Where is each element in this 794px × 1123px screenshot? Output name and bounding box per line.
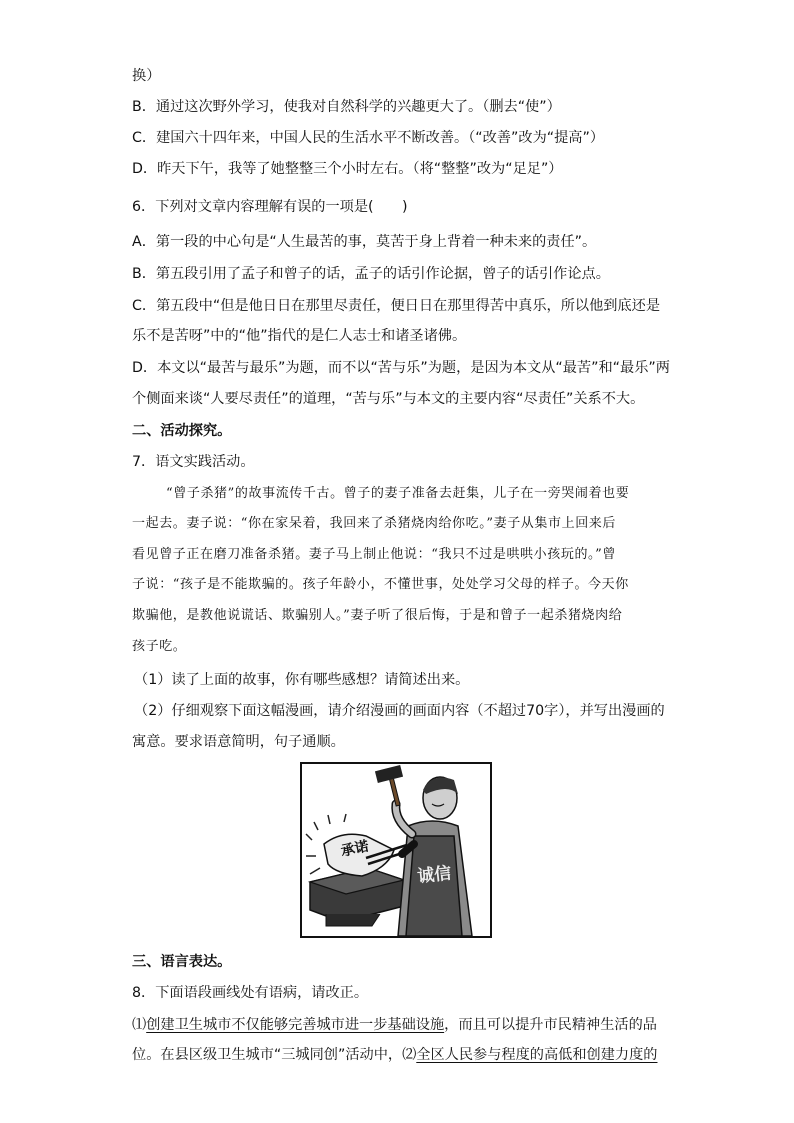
error-marker-1: ⑴ (132, 1017, 147, 1033)
comic-drawing (302, 764, 490, 936)
question-6: 6．下列对文章内容理解有误的一项是( ) (132, 199, 408, 215)
promise-plate (324, 834, 394, 876)
comic-illustration (300, 762, 492, 938)
story-line: 看见曾子正在磨刀准备杀猪。妻子马上制止他说：“我只不过是哄哄小孩玩的。”曾 (132, 547, 616, 562)
underlined-text: 全区人民参与程度的高低和创建力度的 (416, 1047, 658, 1063)
story-line: 孩子吃。 (132, 639, 187, 654)
text-line: 换） (132, 68, 161, 84)
option-d: D．昨天下午，我等了她整整三个小时左右。（将“整整”改为“足足”） (132, 161, 563, 177)
story-line: “曾子杀猪”的故事流传千古。曾子的妻子准备去赶集，儿子在一旁哭闹着也要 (166, 486, 630, 501)
hammer-head (375, 765, 403, 783)
option-b: B．通过这次野外学习，使我对自然科学的兴趣更大了。（删去“使”） (132, 99, 561, 115)
error-marker-2: ⑵ (402, 1047, 417, 1063)
plain-text: 位。在县区级卫生城市“三城同创”活动中， (132, 1047, 403, 1063)
option-c: C．第五段中“但是他日日在那里尽责任，便日日在那里得苦中真乐，所以他到底还是 (132, 298, 661, 314)
underlined-text: 创建卫生城市不仅能够完善城市进一步基础设施 (146, 1017, 445, 1033)
anvil (310, 868, 404, 926)
anvil-label: 承诺 (339, 838, 371, 860)
section-heading: 三、语言表达。 (132, 954, 232, 970)
subquestion-2: （2）仔细观察下面这幅漫画，请介绍漫画的画面内容（不超过70字），并写出漫画的 (134, 703, 665, 719)
paragraph-line (132, 1045, 657, 1065)
story-line: 欺骗他，是教他说谎话、欺骗别人。”妻子听了很后悔，于是和曾子一起杀猪烧肉给 (132, 608, 623, 623)
subquestion-2-cont: 寓意。要求语意简明，句子通顺。 (132, 734, 345, 750)
option-d-cont: 个侧面来谈“人要尽责任”的道理，“苦与乐”与本文的主要内容“尽责任”关系不大。 (132, 391, 645, 407)
subquestion-1: （1）读了上面的故事，你有哪些感想？请简述出来。 (134, 672, 470, 688)
option-c: C．建国六十四年来，中国人民的生活水平不断改善。（“改善”改为“提高”） (132, 130, 605, 146)
apron-label: 诚信 (416, 863, 453, 887)
option-b: B．第五段引用了孟子和曾子的话，孟子的话引作论据，曾子的话引作论点。 (132, 266, 610, 282)
apron (406, 836, 462, 936)
question-8: 8．下面语段画线处有语病，请改正。 (132, 985, 369, 1001)
story-line: 子说：“孩子是不能欺骗的。孩子年龄小，不懂世事，处处学习父母的样子。今天你 (132, 577, 629, 592)
plain-text: ，而且可以提升市民精神生活的品 (444, 1017, 657, 1033)
story-line: 一起去。妻子说：“你在家呆着，我回来了杀猪烧肉给你吃。”妻子从集市上回来后 (132, 516, 616, 531)
option-d: D．本文以“最苦与最乐”为题，而不以“苦与乐”为题，是因为本文从“最苦”和“最乐”两 (132, 360, 670, 376)
option-c-cont: 乐不是苦呀”中的“他”指代的是仁人志士和诸圣诸佛。 (132, 328, 467, 344)
paragraph-line (132, 1015, 657, 1035)
option-a: A．第一段的中心句是“人生最苦的事，莫苦于身上背着一种未来的责任”。 (132, 234, 597, 250)
section-heading: 二、活动探究。 (132, 423, 232, 439)
question-7: 7．语文实践活动。 (132, 454, 255, 470)
